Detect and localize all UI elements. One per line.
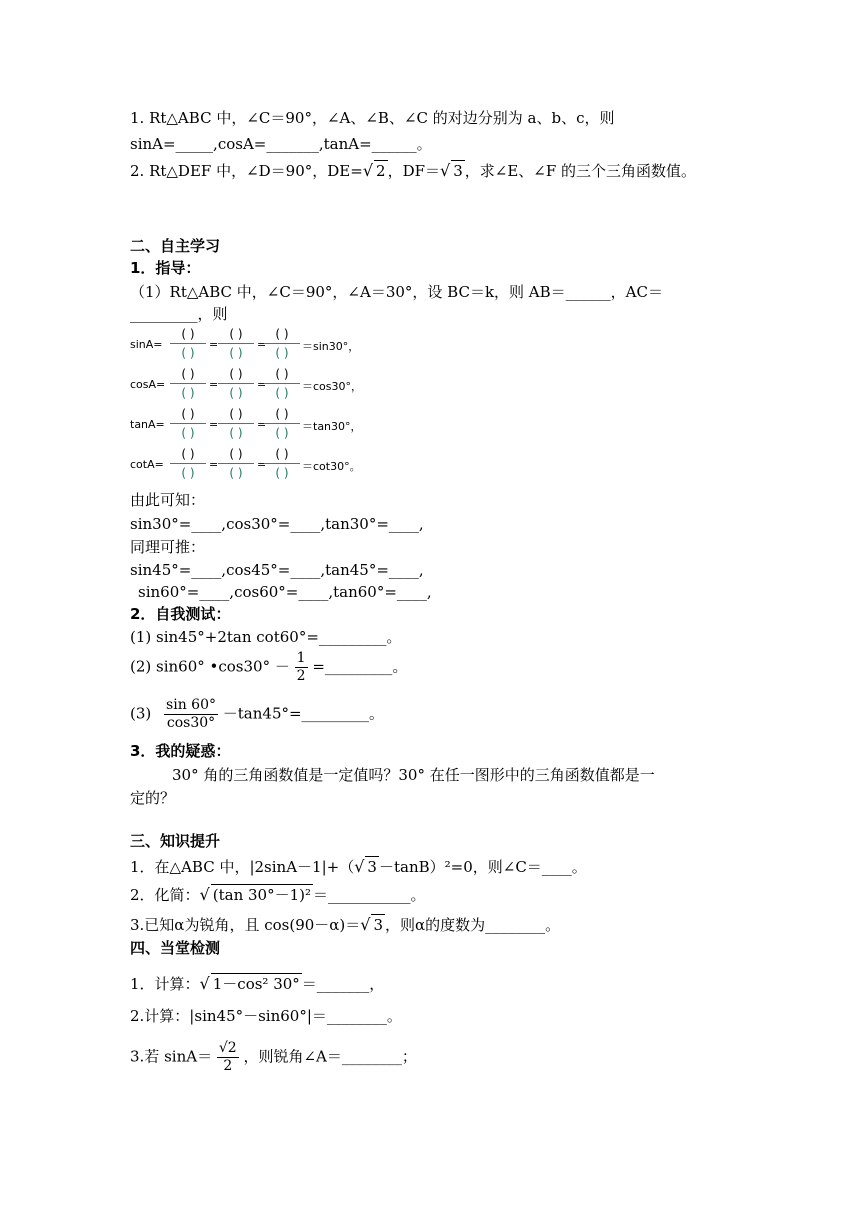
test-3: (3) $\frac{\sin 60^\circ}{\cos 30^\circ}$ －tan45°=_________。 xyxy=(130,697,385,731)
fraction-sqrt2-over-2: $\frac{√2}{2}$ xyxy=(218,1040,237,1074)
row-tail: ＝tan30°， xyxy=(302,420,362,433)
values-30: sin30°=____,cos30°=____,tan30°=____, xyxy=(130,515,424,533)
row-label: tanA= xyxy=(130,418,165,431)
know-label: 由此可知： xyxy=(130,491,206,509)
section-3-title: 三、知识提升 xyxy=(130,832,221,850)
blank-fraction: ( ) ( ) xyxy=(264,406,300,442)
fraction-one-half: $\frac{1}{2}$ xyxy=(296,650,306,684)
row-label: cosA= xyxy=(130,378,166,391)
sqrt-sign: √ xyxy=(362,161,374,180)
row-tail: ＝sin30°， xyxy=(302,340,360,353)
sqrt-sign: √ xyxy=(199,885,210,904)
check-2: 2.计算：|sin45°－sin60°|＝________。 xyxy=(130,1007,402,1025)
intro-line-3 xyxy=(130,160,696,181)
blank-fraction: ( ) ( ) xyxy=(170,366,206,402)
intro-line-2: sinA=_____,cosA=_______,tanA=______。 xyxy=(130,135,432,153)
q1-line-b: _________，则 xyxy=(130,305,228,323)
guide-heading: 1．指导： xyxy=(130,259,201,277)
intro-line-3-part-a: 2. Rt△DEF 中，∠D＝90°，DE= xyxy=(130,162,363,180)
sqrt-radicand: 3 xyxy=(453,162,463,180)
self-test-heading: 2．自我测试： xyxy=(130,605,231,623)
check-3: 3.若 sinA＝ $\frac{√2}{2}$ ，则锐角∠A＝________； xyxy=(130,1040,417,1074)
section-2-title: 二、自主学习 xyxy=(130,237,221,255)
sqrt-sign: √ xyxy=(199,974,210,993)
improve-2: 2．化简：√ (tan 30°－1)² ＝___________。 xyxy=(130,885,426,904)
check-1: 1．计算：√ 1－cos² 30° ＝_______， xyxy=(130,974,385,993)
fraction-sin60-cos30: $\frac{\sin 60^\circ}{\cos 30^\circ}$ xyxy=(166,697,216,731)
row-label: sinA= xyxy=(130,338,163,351)
improve-3: 3.已知α为锐角，且 cos(90－α)＝√ 3 ，则α的度数为________。 xyxy=(130,915,561,934)
doubt-heading: 3．我的疑惑： xyxy=(130,742,231,760)
q1-line-a: （1）Rt△ABC 中，∠C＝90°，∠A＝30°，设 BC＝k，则 AB＝______，AC＝ xyxy=(130,283,663,301)
blank-fraction: ( ) ( ) xyxy=(218,446,254,482)
improve-1: 1．在△ABC 中，|2sinA－1|+（√ 3 －tanB）²=0，则∠C＝____。 xyxy=(130,857,587,876)
blank-fraction: ( ) ( ) xyxy=(264,446,300,482)
intro-line-3-part-c: ，DF＝ xyxy=(387,162,441,180)
row-label: cotA= xyxy=(130,458,164,471)
intro-line-3-part-e: ，求∠E、∠F 的三个三角函数值。 xyxy=(464,162,697,180)
test-2: (2) sin60° •cos30° － $\frac{1}{2}$ =_________。 xyxy=(130,650,408,684)
blank-fraction: ( ) ( ) xyxy=(218,366,254,402)
values-45: sin45°=____,cos45°=____,tan45°=____, xyxy=(130,561,424,579)
sqrt-sign: √ xyxy=(360,915,371,934)
row-tail: ＝cot30°。 xyxy=(302,460,361,473)
blank-fraction: ( ) ( ) xyxy=(170,406,206,442)
worksheet-page: 1. Rt△ABC 中，∠C＝90°，∠A、∠B、∠C 的对边分别为 a、b、c，则 sinA=_____,cosA=_______,tanA=______。 2. Rt△DEF 中，∠D＝90°，DE=√ 2 ，DF＝√ 3 ，求∠E、∠F 的三个三角函数值。 二、自主学习 1．指导： （1）Rt△ABC 中，∠C＝90°，∠A＝30°，设 BC＝k，则 AB＝______，AC＝ _________，则 sinA= ( ) ( ) = ( ) ( ) = ( ) ( ) ＝sin30°， cosA= ( ) ( ) = ( ) ( ) = ( ) ( ) ＝cos30°， tanA= ( ) ( ) = ( ) ( ) = ( ) ( ) ＝tan30°， cotA= ( ) ( ) = ( ) ( ) = ( ) ( ) ＝cot30°。 由此可知： sin30°=____,cos30°=____,tan30°=____, 同理可推： sin45°=____,cos45°=____,tan45°=____, sin60°=____,cos60°=____,tan60°=____, 2．自我测试： (1) sin45°+2tan cot60°=_________。 (2) sin60° •cos30° － $\frac{1}{2}$ =_________。 (3) $\frac{\sin 60^\circ}{\cos 30^\circ}$ －tan45°=_________。 3．我的疑惑： 30° 角的三角函数值是一定值吗？30° 在任一图形中的三角函数值都是一 定的？ 三、知识提升 1．在△ABC 中，|2sinA－1|+（√ 3 －tanB）²=0，则∠C＝____。 2．化简：√ (tan 30°－1)² ＝___________。 3.已知α为锐角，且 cos(90－α)＝√ 3 ，则α的度数为________。 四、当堂检测 1．计算：√ 1－cos² 30° ＝_______， 2.计算：|sin45°－sin60°|＝________。 3.若 sinA＝ $\frac{√2}{2}$ ，则锐角∠A＝________； xyxy=(130,109,697,1074)
blank-fraction: ( ) ( ) xyxy=(264,326,300,362)
sqrt-sign: √ xyxy=(440,161,451,180)
blank-fraction: ( ) ( ) xyxy=(264,366,300,402)
intro-line-1: 1. Rt△ABC 中，∠C＝90°，∠A、∠B、∠C 的对边分别为 a、b、c，则 xyxy=(130,109,615,127)
sqrt-sign: √ xyxy=(354,857,365,876)
blank-fraction: ( ) ( ) xyxy=(218,326,254,362)
section-4-title: 四、当堂检测 xyxy=(130,939,221,957)
blank-fraction: ( ) ( ) xyxy=(170,326,206,362)
test-1: (1) sin45°+2tan cot60°=_________。 xyxy=(130,628,402,646)
sqrt-radicand: 2 xyxy=(376,162,386,180)
same-label: 同理可推： xyxy=(130,538,206,556)
doubt-line-2: 定的？ xyxy=(130,789,176,807)
blank-fraction: ( ) ( ) xyxy=(218,406,254,442)
values-60: sin60°=____,cos60°=____,tan60°=____, xyxy=(138,583,432,601)
blank-fraction: ( ) ( ) xyxy=(170,446,206,482)
row-tail: ＝cos30°， xyxy=(302,380,363,393)
doubt-line-1: 30° 角的三角函数值是一定值吗？30° 在任一图形中的三角函数值都是一 xyxy=(172,766,655,784)
